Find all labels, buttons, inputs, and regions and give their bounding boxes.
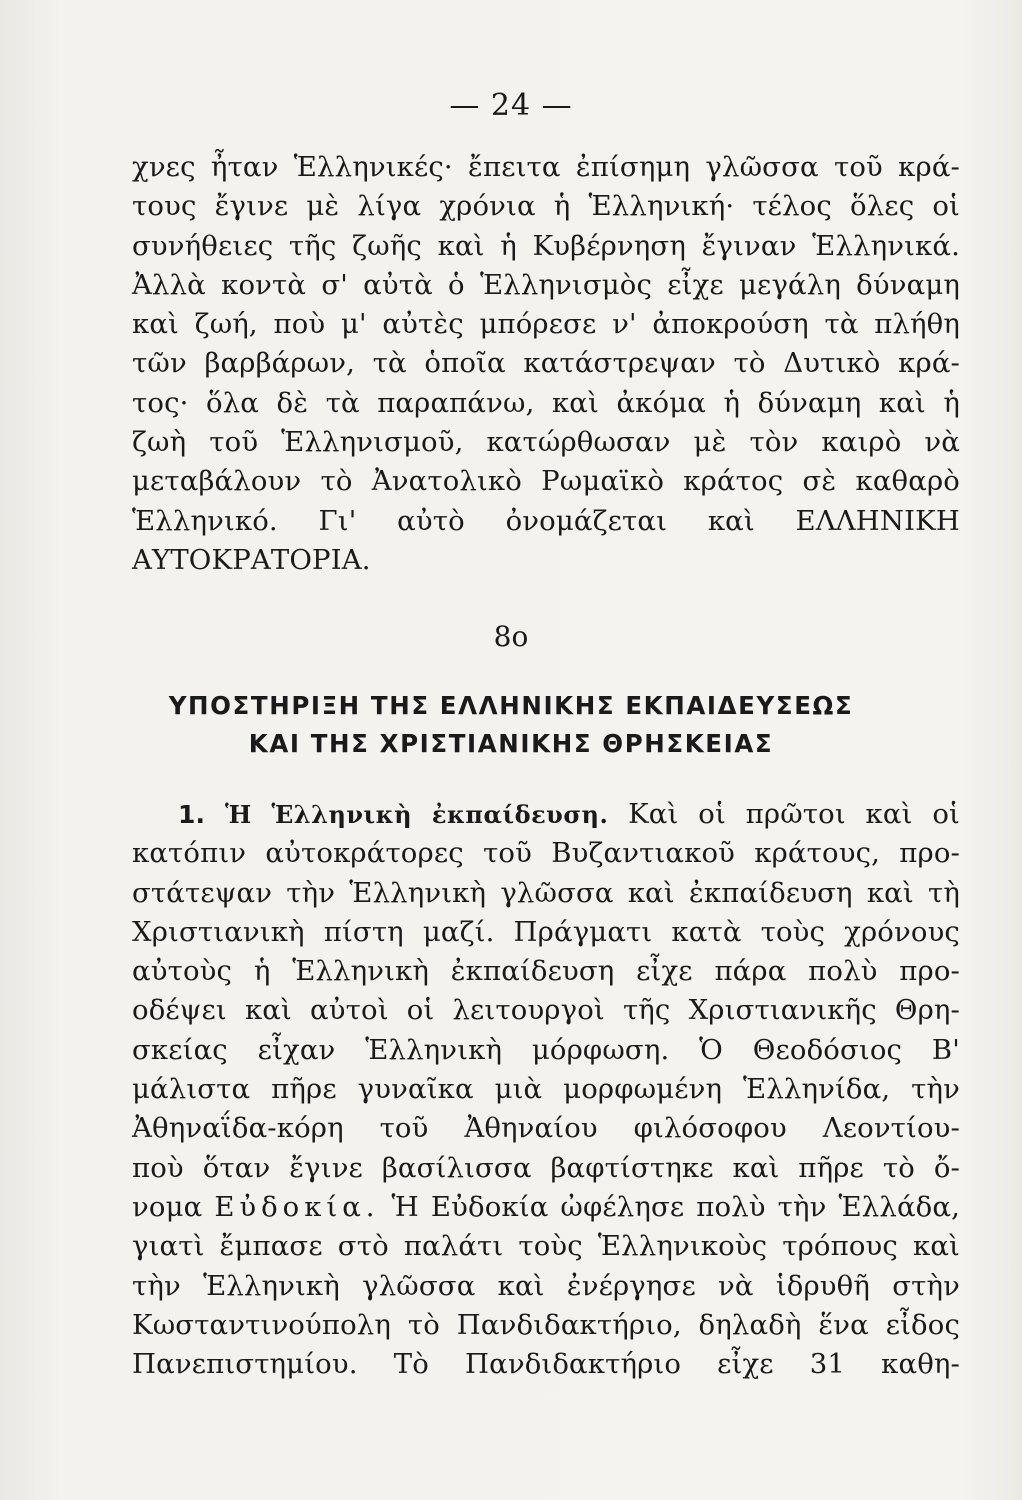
text-line: αὐτοὺς ἡ Ἑλληνικὴ ἐκπαίδευση εἶχε πάρα πολὺ προ- <box>132 955 960 988</box>
text-line: τῶν βαρβάρων, τὰ ὁποῖα κατάστρεψαν τὸ Δυτικὸ κρά- <box>132 347 960 380</box>
eudokia-name: Εὐδοκία. <box>214 1190 380 1223</box>
text-line: μάλιστα πῆρε γυναῖκα μιὰ μορφωμένη Ἑλληνίδα, τὴν <box>132 1073 960 1106</box>
text-line: ζωὴ τοῦ Ἑλληνισμοῦ, κατώρθωσαν μὲ τὸν καιρὸ νὰ <box>132 426 960 459</box>
text-line: Ἀλλὰ κοντὰ σ' αὐτὰ ὁ Ἑλληνισμὸς εἶχε μεγάλη δύναμη <box>132 268 960 301</box>
eudokia-line-after: Ἡ Εὐδοκία ὠφέλησε πολὺ τὴν Ἑλλάδα, <box>391 1190 960 1223</box>
text-line: Ἑλληνικό. Γι' αὐτὸ ὀνομάζεται καὶ ΕΛΛΗΝΙΚΗ <box>132 504 960 537</box>
text-line: μεταβάλουν τὸ Ἀνατολικὸ Ρωμαϊκὸ κράτος σὲ καθαρὸ <box>132 465 960 498</box>
text-line: Ἀθηναΐδα-κόρη τοῦ Ἀθηναίου φιλόσοφου Λεοντίου- <box>132 1112 960 1145</box>
section-heading-line-1: ΥΠΟΣΤΗΡΙΞΗ ΤΗΣ ΕΛΛΗΝΙΚΗΣ ΕΚΠΑΙΔΕΥΣΕΩΣ <box>168 691 854 720</box>
text-line: τους ἔγινε μὲ λίγα χρόνια ἡ Ἑλληνική· τέλος ὅλες οἱ <box>132 190 960 223</box>
text-line: Πανεπιστημίου. Τὸ Πανδιδακτήριο εἶχε 31 καθη- <box>132 1348 960 1381</box>
text-line: Κωσταντινούπολη τὸ Πανδιδακτήριο, δηλαδὴ ἕνα εἶδος <box>132 1308 960 1341</box>
text-line: καὶ ζωή, ποὺ μ' αὐτὲς μπόρεσε ν' ἀποκρούση τὰ πλήθη <box>132 308 960 341</box>
subsection-number: 1. <box>178 800 206 829</box>
subsection-first-line <box>132 795 960 834</box>
text-line: συνήθειες τῆς ζωῆς καὶ ἡ Κυβέρνηση ἔγιναν Ἑλληνικά. <box>132 229 960 262</box>
text-line: σκείας εἶχαν Ἑλληνικὴ μόρφωση. Ὁ Θεοδόσιος Β' <box>132 1033 960 1066</box>
subsection-title: Ἡ Ἑλληνικὴ ἐκπαίδευση. <box>224 800 609 829</box>
text-line: Χριστιανικὴ πίστη μαζί. Πράγματι κατὰ τοὺς χρόνους <box>132 915 960 948</box>
text-line: γιατὶ ἔμπασε στὸ παλάτι τοὺς Ἑλληνικοὺς τρόπους καὶ <box>132 1230 960 1263</box>
text-line: ΑΥΤΟΚΡΑΤΟΡΙΑ. <box>132 543 371 576</box>
text-line: χνες ἦταν Ἑλληνικές· ἔπειτα ἐπίσημη γλῶσσα τοῦ κρά- <box>132 151 960 183</box>
text-line: οδέψει καὶ αὐτοὶ οἱ λειτουργοὶ τῆς Χριστιανικῆς Θρη- <box>132 994 960 1027</box>
eudokia-line <box>132 1188 960 1227</box>
page-number: — 24 — <box>449 88 573 123</box>
text-line: ποὺ ὅταν ἔγινε βασίλισσα βαφτίστηκε καὶ πῆρε τὸ ὄ- <box>132 1151 960 1184</box>
section-heading-line-2: ΚΑΙ ΤΗΣ ΧΡΙΣΤΙΑΝΙΚΗΣ ΘΡΗΣΚΕΙΑΣ <box>248 729 774 758</box>
subsection-paragraph <box>132 795 960 1384</box>
text-line: τὴν Ἑλληνικὴ γλῶσσα καὶ ἐνέργησε νὰ ἱδρυθῆ στὴν <box>132 1269 960 1302</box>
text-line: τος· ὅλα δὲ τὰ παραπάνω, καὶ ἀκόμα ἡ δύναμη καὶ ἡ <box>132 386 960 419</box>
eudokia-line-before: νομα <box>132 1190 203 1223</box>
subsection-first-line-text: Καὶ οἱ πρῶτοι καὶ οἱ <box>628 798 960 830</box>
text-line: στάτεψαν τὴν Ἑλληνικὴ γλῶσσα καὶ ἐκπαίδευση καὶ τὴ <box>132 876 960 909</box>
section-number: 8ο <box>493 620 529 653</box>
paragraph-continued <box>132 148 960 580</box>
text-line: κατόπιν αὐτοκράτορες τοῦ Βυζαντιακοῦ κράτους, προ- <box>132 837 960 870</box>
